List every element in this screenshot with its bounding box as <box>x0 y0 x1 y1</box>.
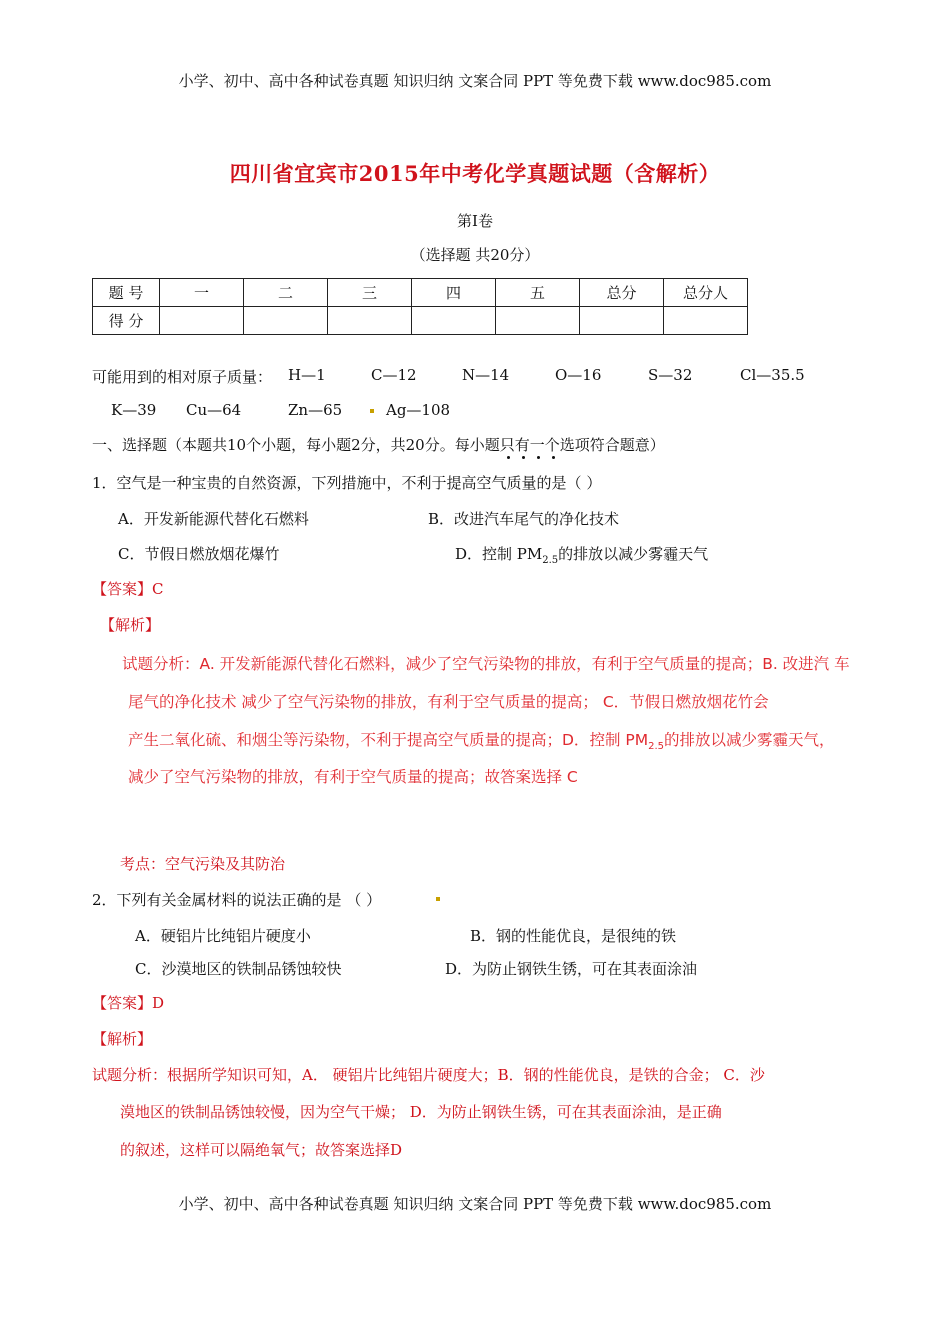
section-intro: 一、选择题（本题共10个小题，每小题2分，共20分。每小题 <box>92 436 500 454</box>
score-input-cell[interactable] <box>496 307 580 335</box>
atomic-mass-item: Zn—65 <box>288 401 343 419</box>
q2-analysis-label: 【解析】 <box>92 1030 153 1048</box>
table-cell: 一 <box>160 279 244 307</box>
page-footer: 小学、初中、高中各种试卷真题 知识归纳 文案合同 PPT 等免费下载 www.doc985.com <box>178 1195 772 1213</box>
q1-option-d <box>455 543 708 566</box>
question-1-stem: 1．空气是一种宝贵的自然资源，下列措施中，不利于提高空气质量的是（ ） <box>92 474 602 492</box>
table-cell: 总分人 <box>664 279 748 307</box>
emphasis-char: 只 <box>499 436 515 454</box>
score-input-cell[interactable] <box>412 307 496 335</box>
atomic-mass-item: C—12 <box>371 366 417 384</box>
q1-option-c: C．节假日燃放烟花爆竹 <box>118 545 280 563</box>
table-cell: 得 分 <box>93 307 160 335</box>
volume-label: 第Ⅰ卷 <box>457 212 493 230</box>
table-cell: 总分 <box>580 279 664 307</box>
option-text: D．控制 PM <box>455 545 543 563</box>
dot-mark-icon <box>436 897 440 901</box>
q2-option-c: C．沙漠地区的铁制品锈蚀较快 <box>135 960 342 978</box>
answer-value: D <box>152 994 165 1012</box>
atomic-mass-item: K—39 <box>111 401 157 419</box>
emphasis-char: 一 <box>529 436 545 454</box>
option-text: 的排放以减少雾霾天气 <box>558 545 709 563</box>
score-input-cell[interactable] <box>244 307 328 335</box>
subscript: 2.5 <box>648 741 664 753</box>
volume-subtitle: （选择题 共20分） <box>410 246 540 264</box>
answer-value: C <box>152 580 164 598</box>
atomic-mass-item: H—1 <box>288 366 326 384</box>
document-title: 四川省宜宾市2015年中考化学真题试题（含解析） <box>229 161 721 186</box>
q1-analysis-line: 减少了空气污染物的排放，有利于空气质量的提高；故答案选择 C <box>128 768 578 786</box>
q2-analysis-line: 的叙述，这样可以隔绝氧气；故答案选择D <box>120 1141 403 1159</box>
table-cell: 五 <box>496 279 580 307</box>
dot-mark-icon <box>370 409 374 413</box>
emphasis-char: 个 <box>544 436 560 454</box>
answer-label: 【答案】 <box>92 994 153 1012</box>
table-cell: 三 <box>328 279 412 307</box>
q2-option-d: D．为防止钢铁生锈，可在其表面涂油 <box>445 960 698 978</box>
q1-analysis-label: 【解析】 <box>100 616 161 634</box>
q1-analysis-line: 试题分析：A. 开发新能源代替化石燃料，减少了空气污染物的排放，有利于空气质量的提高；B. 改进汽 车 <box>122 655 850 673</box>
answer-label: 【答案】 <box>92 580 153 598</box>
q1-answer <box>92 578 164 599</box>
analysis-text: 的排放以减少雾霾天气， <box>664 731 835 749</box>
table-cell: 二 <box>244 279 328 307</box>
table-cell: 四 <box>412 279 496 307</box>
q2-answer <box>92 992 164 1013</box>
q1-point: 考点：空气污染及其防治 <box>120 855 286 873</box>
analysis-text: 产生二氧化硫、和烟尘等污染物，不利于提高空气质量的提高；D．控制 PM <box>128 731 649 749</box>
q2-analysis-line: 漠地区的铁制品锈蚀较慢，因为空气干燥； D．为防止钢铁生锈，可在其表面涂油，是正确 <box>120 1103 722 1121</box>
score-input-cell[interactable] <box>328 307 412 335</box>
q1-option-a: A．开发新能源代替化石燃料 <box>118 510 309 528</box>
score-table-score-row <box>93 307 748 335</box>
table-cell: 题 号 <box>93 279 160 307</box>
score-input-cell[interactable] <box>160 307 244 335</box>
atomic-mass-item: Cl—35.5 <box>740 366 805 384</box>
q1-analysis-line: 尾气的净化技术 减少了空气污染物的排放，有利于空气质量的提高； C．节假日燃放烟花竹会 <box>128 693 769 711</box>
score-table-header-row <box>93 279 748 307</box>
atomic-mass-label: 可能用到的相对原子质量： <box>92 368 273 386</box>
section-tail: 选项符合题意） <box>559 436 665 454</box>
atomic-mass-item: S—32 <box>648 366 693 384</box>
question-2-stem: 2．下列有关金属材料的说法正确的是 （ ） <box>92 891 382 909</box>
q2-option-b: B．钢的性能优良，是很纯的铁 <box>470 927 677 945</box>
score-input-cell[interactable] <box>664 307 748 335</box>
q1-analysis-line <box>128 728 835 752</box>
q1-option-b: B．改进汽车尾气的净化技术 <box>428 510 620 528</box>
atomic-mass-item: N—14 <box>462 366 510 384</box>
score-input-cell[interactable] <box>580 307 664 335</box>
atomic-mass-item: Cu—64 <box>186 401 242 419</box>
score-table <box>92 278 748 335</box>
q2-option-a: A．硬铝片比纯铝片硬度小 <box>135 927 311 945</box>
q2-analysis-line: 试题分析：根据所学知识可知，A． 硬铝片比纯铝片硬度大；B．钢的性能优良，是铁的合金； C．沙 <box>92 1066 765 1084</box>
atomic-mass-item: Ag—108 <box>386 401 451 419</box>
emphasis-char: 有 <box>514 436 530 454</box>
section-heading <box>92 434 665 455</box>
atomic-mass-item: O—16 <box>555 366 602 384</box>
page-header: 小学、初中、高中各种试卷真题 知识归纳 文案合同 PPT 等免费下载 www.doc985.com <box>178 72 772 90</box>
subscript: 2.5 <box>542 555 559 566</box>
